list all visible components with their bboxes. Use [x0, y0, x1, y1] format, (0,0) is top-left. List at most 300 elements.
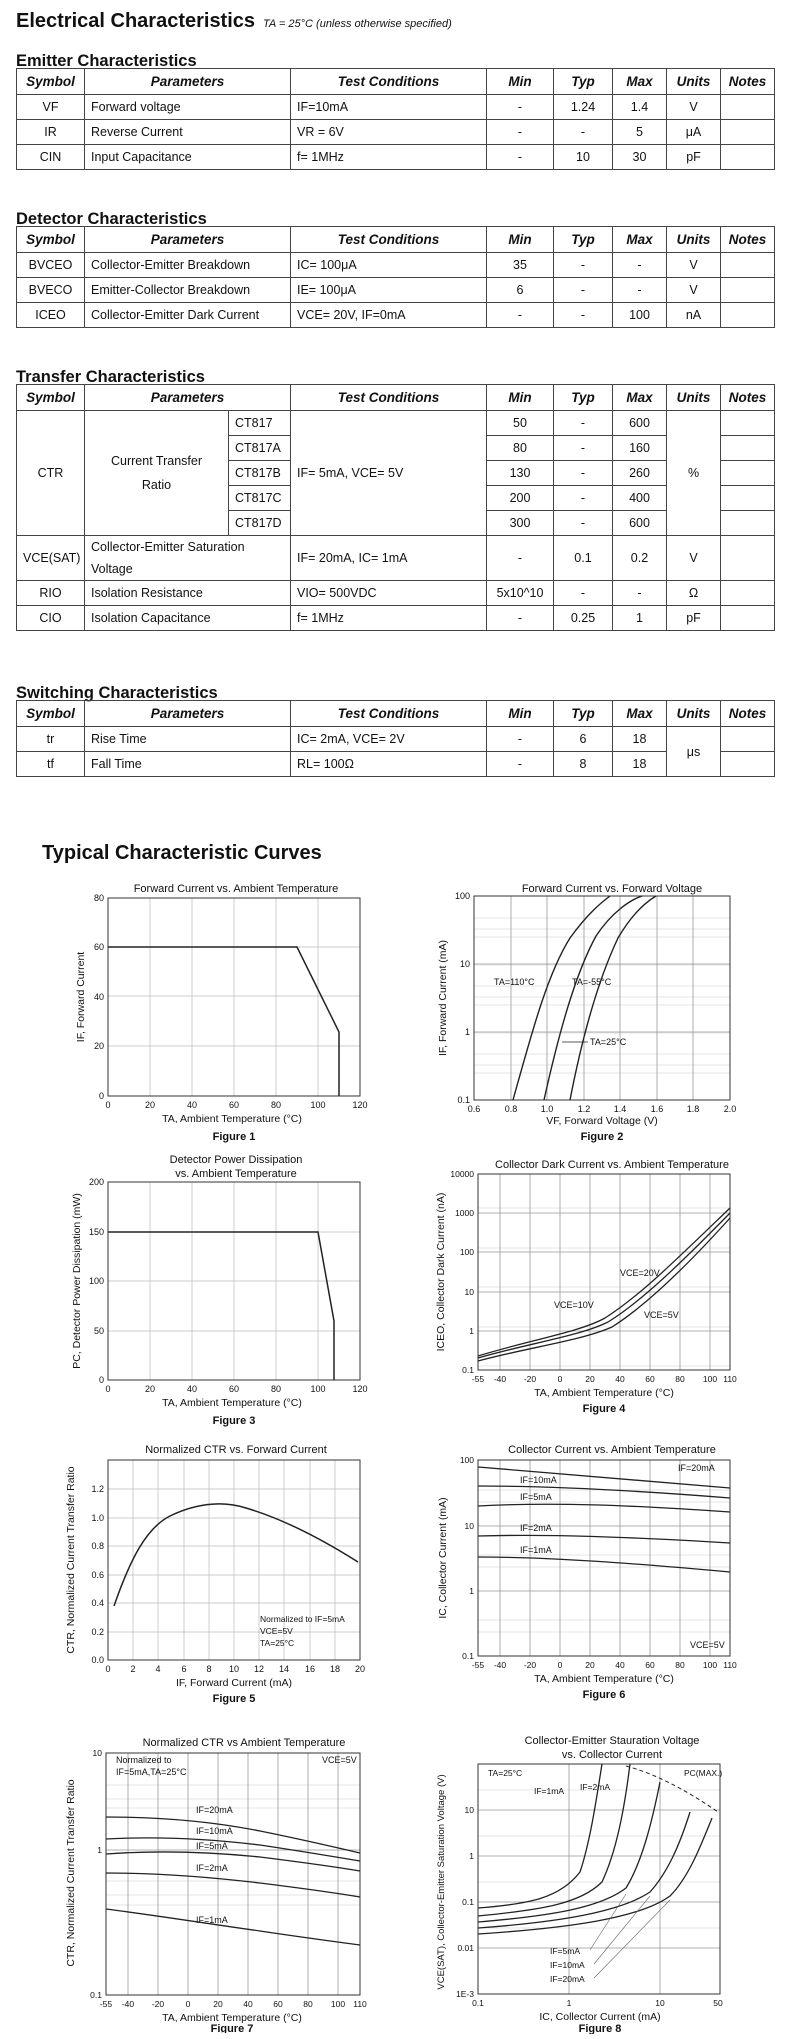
svg-text:120: 120 [352, 1384, 368, 1394]
svg-text:TA=25°C: TA=25°C [590, 1037, 627, 1047]
cell-unit: pF [667, 145, 721, 170]
svg-text:80: 80 [675, 1374, 685, 1384]
col-min: Min [487, 227, 554, 253]
table-row [17, 536, 775, 581]
detector-table [16, 226, 775, 328]
cell-notes [721, 411, 775, 436]
cell-cond: VR = 6V [291, 120, 487, 145]
page-title: Electrical Characteristics TA = 25°C (unless otherwise specified) [16, 10, 452, 32]
svg-text:IF=1mA: IF=1mA [520, 1545, 552, 1555]
svg-text:40: 40 [615, 1660, 625, 1670]
cell-typ: - [554, 511, 613, 536]
curve-if2 [478, 1535, 730, 1543]
cell-typ: - [554, 278, 613, 303]
svg-text:10: 10 [655, 1998, 665, 2008]
curve-10v [478, 1213, 730, 1358]
svg-text:IF=5mA: IF=5mA [196, 1841, 228, 1851]
svg-text:IF=1mA: IF=1mA [196, 1915, 228, 1925]
svg-text:16: 16 [304, 1664, 316, 1674]
cell-unit: μs [667, 727, 721, 777]
svg-text:Forward Current vs. Forward Vo: Forward Current vs. Forward Voltage [521, 883, 703, 895]
curve-if20 [478, 1818, 712, 1934]
cell-typ: - [554, 486, 613, 511]
svg-text:10: 10 [92, 1748, 102, 1758]
svg-text:100: 100 [310, 1384, 326, 1394]
svg-text:8: 8 [206, 1664, 212, 1674]
svg-text:100: 100 [88, 1276, 104, 1286]
cell-notes [721, 752, 775, 777]
svg-text:0: 0 [557, 1374, 563, 1384]
svg-text:2: 2 [130, 1664, 136, 1674]
svg-text:100: 100 [310, 1100, 326, 1110]
cell-symbol: CIN [17, 145, 85, 170]
cell-max: 18 [613, 727, 667, 752]
cell-symbol: ICEO [17, 303, 85, 328]
cell-typ: - [554, 461, 613, 486]
svg-text:100: 100 [330, 1999, 346, 2009]
svg-text:1: 1 [464, 1027, 470, 1037]
svg-text:ICEO, Collector Dark Current (: ICEO, Collector Dark Current (nA) [435, 1192, 447, 1352]
cell-max: 1.4 [613, 95, 667, 120]
col-max: Max [613, 385, 667, 411]
svg-text:0.1: 0.1 [457, 1095, 470, 1105]
cell-param: Collector-Emitter Dark Current [85, 303, 291, 328]
svg-text:40: 40 [243, 1999, 253, 2009]
curve-if1 [106, 1909, 360, 1945]
svg-text:VCE=5V: VCE=5V [690, 1640, 725, 1650]
svg-text:TA=-55°C: TA=-55°C [572, 977, 612, 987]
cell-max: 5 [613, 120, 667, 145]
cell-min: 80 [487, 436, 554, 461]
svg-text:IF, Forward Current: IF, Forward Current [75, 951, 87, 1043]
col-typ: Typ [554, 69, 613, 95]
svg-text:Figure 2: Figure 2 [580, 1131, 624, 1143]
svg-text:-20: -20 [151, 1999, 165, 2009]
svg-text:1.6: 1.6 [650, 1104, 664, 1114]
table-row [17, 95, 775, 120]
svg-text:80: 80 [270, 1100, 282, 1110]
svg-text:IF=10mA: IF=10mA [550, 1960, 585, 1970]
cell-unit: pF [667, 606, 721, 631]
cell-part: CT817D [229, 511, 291, 536]
svg-text:VCE=5V: VCE=5V [644, 1310, 679, 1320]
cell-param: Isolation Resistance [85, 581, 291, 606]
cell-part: CT817A [229, 436, 291, 461]
svg-text:0: 0 [105, 1384, 111, 1394]
cell-notes [721, 436, 775, 461]
cell-max: 30 [613, 145, 667, 170]
cell-min: - [487, 727, 554, 752]
col-parameters: Parameters [85, 701, 291, 727]
title-condition: TA = 25°C (unless otherwise specified) [263, 18, 452, 30]
svg-text:VCE=10V: VCE=10V [554, 1300, 594, 1310]
svg-text:14: 14 [278, 1664, 290, 1674]
svg-text:Figure 6: Figure 6 [582, 1689, 626, 1701]
curve-if5 [478, 1504, 730, 1512]
col-test-conditions: Test Conditions [291, 69, 487, 95]
cell-max: 260 [613, 461, 667, 486]
table-header-row [17, 227, 775, 253]
col-parameters: Parameters [85, 227, 291, 253]
col-parameters: Parameters [85, 69, 291, 95]
cell-symbol: CTR [17, 411, 85, 536]
cell-param: Collector-Emitter Saturation Voltage [85, 536, 291, 581]
col-notes: Notes [721, 69, 775, 95]
svg-text:0: 0 [557, 1660, 563, 1670]
cell-min: 6 [487, 278, 554, 303]
svg-text:TA, Ambient Temperature (°C): TA, Ambient Temperature (°C) [162, 2012, 302, 2024]
svg-text:Normalized CTR vs. Forward Cur: Normalized CTR vs. Forward Current [145, 1444, 327, 1456]
cell-min: - [487, 303, 554, 328]
svg-text:TA, Ambient Temperature (°C): TA, Ambient Temperature (°C) [162, 1113, 302, 1125]
svg-text:1: 1 [566, 1998, 572, 2008]
svg-text:2.0: 2.0 [723, 1104, 737, 1114]
svg-text:10000: 10000 [450, 1169, 474, 1179]
col-notes: Notes [721, 701, 775, 727]
svg-text:0: 0 [98, 1375, 104, 1385]
svg-text:0: 0 [98, 1091, 104, 1101]
svg-text:20: 20 [585, 1374, 595, 1384]
svg-text:TA=25°C: TA=25°C [488, 1768, 523, 1778]
cell-typ: - [554, 436, 613, 461]
svg-text:Normalized to IF=5mA: Normalized to IF=5mA [260, 1614, 345, 1624]
cell-max: 1 [613, 606, 667, 631]
table-header-row [17, 69, 775, 95]
curve-ctr-if [114, 1504, 358, 1606]
svg-text:VCE=20V: VCE=20V [620, 1268, 660, 1278]
cell-max: 400 [613, 486, 667, 511]
cell-notes [721, 727, 775, 752]
cell-param: Input Capacitance [85, 145, 291, 170]
svg-text:1000: 1000 [455, 1208, 474, 1218]
figure-3 [60, 1150, 380, 1437]
svg-text:Normalized to: Normalized to [116, 1755, 172, 1765]
curve-20v [478, 1208, 730, 1356]
svg-text:60: 60 [228, 1384, 240, 1394]
svg-text:VCE=5V: VCE=5V [260, 1626, 293, 1636]
cell-unit: V [667, 278, 721, 303]
cell-min: - [487, 145, 554, 170]
transfer-heading: Transfer Characteristics [16, 368, 205, 386]
cell-param: Fall Time [85, 752, 291, 777]
curve-25c [544, 896, 642, 1100]
svg-text:0.6: 0.6 [467, 1104, 481, 1114]
cell-symbol: VCE(SAT) [17, 536, 85, 581]
cell-max: 0.2 [613, 536, 667, 581]
cell-min: - [487, 120, 554, 145]
svg-text:20: 20 [354, 1664, 366, 1674]
cell-max: - [613, 278, 667, 303]
svg-text:10: 10 [464, 1805, 474, 1815]
table-row [17, 727, 775, 752]
svg-text:IF=5mA,TA=25°C: IF=5mA,TA=25°C [116, 1767, 187, 1777]
svg-text:0.1: 0.1 [462, 1365, 474, 1375]
svg-text:1: 1 [469, 1586, 474, 1596]
curve-if-temp [108, 947, 339, 1096]
svg-text:1.2: 1.2 [91, 1484, 104, 1494]
cell-param: Reverse Current [85, 120, 291, 145]
svg-text:0.1: 0.1 [90, 1990, 102, 2000]
svg-text:50: 50 [713, 1998, 723, 2008]
svg-text:Collector Dark Current vs. Amb: Collector Dark Current vs. Ambient Temperature [495, 1159, 729, 1171]
cell-symbol: VF [17, 95, 85, 120]
cell-symbol: tf [17, 752, 85, 777]
col-symbol: Symbol [17, 385, 85, 411]
col-typ: Typ [554, 227, 613, 253]
svg-text:TA, Ambient Temperature (°C): TA, Ambient Temperature (°C) [162, 1397, 302, 1409]
curve-5v [478, 1218, 730, 1361]
cell-notes [721, 145, 775, 170]
svg-text:Collector Current vs. Ambient: Collector Current vs. Ambient Temperature [508, 1444, 716, 1456]
svg-text:20: 20 [93, 1041, 104, 1051]
svg-text:IF=20mA: IF=20mA [678, 1463, 715, 1473]
svg-text:IF=5mA: IF=5mA [550, 1946, 580, 1956]
svg-text:40: 40 [93, 992, 104, 1002]
col-units: Units [667, 69, 721, 95]
svg-text:0.1: 0.1 [472, 1998, 484, 2008]
table-row [17, 411, 775, 436]
emitter-table [16, 68, 775, 170]
transfer-table [16, 384, 775, 631]
figure-5 [60, 1440, 380, 1723]
cell-symbol: tr [17, 727, 85, 752]
svg-text:10: 10 [459, 959, 470, 969]
cell-notes [721, 253, 775, 278]
table-row [17, 253, 775, 278]
svg-text:0.01: 0.01 [457, 1943, 474, 1953]
cell-min: 300 [487, 511, 554, 536]
svg-text:6: 6 [181, 1664, 187, 1674]
curve-if20 [106, 1817, 360, 1853]
cell-symbol: CIO [17, 606, 85, 631]
cell-typ: - [554, 120, 613, 145]
cell-min: - [487, 95, 554, 120]
svg-text:VF, Forward Voltage (V): VF, Forward Voltage (V) [546, 1115, 658, 1127]
cell-notes [721, 511, 775, 536]
svg-text:TA=110°C: TA=110°C [494, 977, 535, 987]
cell-typ: - [554, 303, 613, 328]
col-notes: Notes [721, 385, 775, 411]
curve-if10 [106, 1838, 360, 1861]
svg-text:vs. Ambient Temperature: vs. Ambient Temperature [175, 1168, 297, 1180]
svg-text:Figure 5: Figure 5 [212, 1693, 256, 1705]
cell-unit: V [667, 536, 721, 581]
svg-text:IF=2mA: IF=2mA [520, 1523, 552, 1533]
cell-typ: 0.25 [554, 606, 613, 631]
cell-cond: f= 1MHz [291, 606, 487, 631]
col-units: Units [667, 227, 721, 253]
cell-cond: IC= 100μA [291, 253, 487, 278]
cell-notes [721, 536, 775, 581]
svg-text:IF=10mA: IF=10mA [196, 1826, 233, 1836]
svg-text:-55: -55 [471, 1660, 485, 1670]
svg-text:IF=5mA: IF=5mA [520, 1492, 552, 1502]
svg-text:TA, Ambient Temperature (°C): TA, Ambient Temperature (°C) [534, 1387, 674, 1399]
cell-min: 200 [487, 486, 554, 511]
svg-text:IC, Collector Current (mA): IC, Collector Current (mA) [437, 1497, 449, 1619]
detector-heading: Detector Characteristics [16, 210, 207, 228]
cell-param: Current Transfer Ratio [85, 411, 229, 536]
table-row [17, 278, 775, 303]
cell-unit: V [667, 95, 721, 120]
svg-text:Figure 8: Figure 8 [578, 2023, 622, 2034]
figure-2 [430, 878, 770, 1155]
cell-part: CT817 [229, 411, 291, 436]
svg-text:20: 20 [585, 1660, 595, 1670]
svg-text:Figure 4: Figure 4 [582, 1403, 626, 1415]
table-header-row [17, 701, 775, 727]
cell-symbol: BVECO [17, 278, 85, 303]
col-min: Min [487, 69, 554, 95]
cell-param: Isolation Capacitance [85, 606, 291, 631]
svg-text:0.1: 0.1 [462, 1897, 474, 1907]
svg-text:0: 0 [185, 1999, 191, 2009]
svg-text:110: 110 [723, 1660, 737, 1670]
svg-text:20: 20 [144, 1100, 156, 1110]
cell-cond: f= 1MHz [291, 145, 487, 170]
cell-unit: V [667, 253, 721, 278]
svg-text:200: 200 [88, 1177, 104, 1187]
figure-7 [60, 1733, 380, 2038]
cell-max: 100 [613, 303, 667, 328]
cell-cond: IF= 20mA, IC= 1mA [291, 536, 487, 581]
svg-text:PC, Detector Power Dissipation: PC, Detector Power Dissipation (mW) [71, 1193, 83, 1369]
svg-text:10: 10 [464, 1287, 474, 1297]
figure-1 [60, 878, 380, 1155]
svg-text:120: 120 [352, 1100, 368, 1110]
cell-min: - [487, 606, 554, 631]
svg-text:-55: -55 [471, 1374, 485, 1384]
cell-cond: IE= 100μA [291, 278, 487, 303]
col-max: Max [613, 227, 667, 253]
cell-unit: % [667, 411, 721, 536]
cell-max: 160 [613, 436, 667, 461]
svg-text:1: 1 [469, 1326, 474, 1336]
svg-text:PC(MAX.): PC(MAX.) [684, 1768, 723, 1778]
col-max: Max [613, 69, 667, 95]
cell-cond: IF= 5mA, VCE= 5V [291, 411, 487, 536]
curves-heading: Typical Characteristic Curves [42, 842, 322, 864]
svg-text:100: 100 [459, 1247, 474, 1257]
svg-text:10: 10 [464, 1521, 474, 1531]
svg-text:40: 40 [186, 1384, 198, 1394]
svg-text:60: 60 [228, 1100, 240, 1110]
col-units: Units [667, 385, 721, 411]
svg-text:IF, Forward Current (mA): IF, Forward Current (mA) [437, 939, 449, 1057]
svg-text:60: 60 [645, 1374, 655, 1384]
cell-notes [721, 120, 775, 145]
svg-text:IF=20mA: IF=20mA [550, 1974, 585, 1984]
svg-text:vs. Collector Current: vs. Collector Current [561, 1749, 663, 1761]
svg-text:Figure 7: Figure 7 [210, 2023, 254, 2033]
figure-8 [430, 1732, 770, 2039]
svg-text:1: 1 [469, 1851, 474, 1861]
svg-text:CTR, Normalized Current Transf: CTR, Normalized Current Transfer Ratio [65, 1779, 77, 1967]
svg-text:1.0: 1.0 [91, 1513, 104, 1523]
col-typ: Typ [554, 701, 613, 727]
svg-text:IF, Forward Current (mA): IF, Forward Current (mA) [175, 1677, 293, 1689]
svg-text:60: 60 [273, 1999, 283, 2009]
cell-min: - [487, 752, 554, 777]
svg-text:TA=25°C: TA=25°C [260, 1638, 295, 1648]
switching-heading: Switching Characteristics [16, 684, 218, 702]
svg-text:-40: -40 [121, 1999, 135, 2009]
svg-text:80: 80 [270, 1384, 282, 1394]
cell-cond: IC= 2mA, VCE= 2V [291, 727, 487, 752]
cell-max: 600 [613, 411, 667, 436]
svg-text:-40: -40 [493, 1660, 507, 1670]
cell-cond: RL= 100Ω [291, 752, 487, 777]
svg-text:IF=1mA: IF=1mA [534, 1786, 564, 1796]
svg-text:1.4: 1.4 [613, 1104, 627, 1114]
svg-text:110: 110 [353, 1999, 367, 2009]
cell-min: - [487, 536, 554, 581]
svg-text:0.0: 0.0 [91, 1655, 104, 1665]
cell-param: Collector-Emitter Breakdown [85, 253, 291, 278]
svg-text:-55: -55 [99, 1999, 113, 2009]
figure-title: Forward Current vs. Ambient Temperature [133, 883, 339, 895]
cell-max: - [613, 581, 667, 606]
svg-text:1E-3: 1E-3 [456, 1989, 474, 1999]
svg-text:Detector Power Dissipation: Detector Power Dissipation [169, 1154, 303, 1166]
cell-param: Emitter-Collector Breakdown [85, 278, 291, 303]
svg-text:0.2: 0.2 [91, 1627, 104, 1637]
svg-text:-40: -40 [493, 1374, 507, 1384]
cell-symbol: IR [17, 120, 85, 145]
cell-notes [721, 606, 775, 631]
col-test-conditions: Test Conditions [291, 227, 487, 253]
svg-text:20: 20 [213, 1999, 223, 2009]
svg-text:VCE(SAT), Collector-Emitter Sa: VCE(SAT), Collector-Emitter Saturation Voltage (V) [436, 1774, 447, 1990]
cell-max: - [613, 253, 667, 278]
svg-text:0.4: 0.4 [91, 1598, 104, 1608]
svg-text:100: 100 [454, 891, 470, 901]
cell-notes [721, 278, 775, 303]
cell-param: Forward voltage [85, 95, 291, 120]
cell-min: 50 [487, 411, 554, 436]
col-symbol: Symbol [17, 701, 85, 727]
curve-if10 [478, 1486, 730, 1498]
svg-text:60: 60 [645, 1660, 655, 1670]
svg-text:0.1: 0.1 [462, 1651, 474, 1661]
cell-notes [721, 486, 775, 511]
svg-text:IF=20mA: IF=20mA [196, 1805, 233, 1815]
svg-text:10: 10 [228, 1664, 240, 1674]
svg-text:20: 20 [144, 1384, 156, 1394]
table-row [17, 120, 775, 145]
emitter-heading: Emitter Characteristics [16, 52, 197, 70]
svg-text:1.8: 1.8 [686, 1104, 700, 1114]
col-test-conditions: Test Conditions [291, 701, 487, 727]
svg-text:80: 80 [303, 1999, 313, 2009]
svg-text:1.0: 1.0 [540, 1104, 554, 1114]
svg-text:80: 80 [93, 893, 104, 903]
svg-text:0.8: 0.8 [91, 1541, 104, 1551]
cell-typ: 10 [554, 145, 613, 170]
svg-text:0.8: 0.8 [504, 1104, 518, 1114]
cell-typ: 8 [554, 752, 613, 777]
col-parameters: Parameters [85, 385, 291, 411]
svg-text:1.2: 1.2 [577, 1104, 591, 1114]
col-min: Min [487, 385, 554, 411]
cell-unit: μA [667, 120, 721, 145]
cell-unit: nA [667, 303, 721, 328]
svg-text:18: 18 [329, 1664, 341, 1674]
table-row [17, 606, 775, 631]
svg-text:150: 150 [88, 1227, 104, 1237]
figure-6 [430, 1440, 770, 1723]
cell-max: 18 [613, 752, 667, 777]
